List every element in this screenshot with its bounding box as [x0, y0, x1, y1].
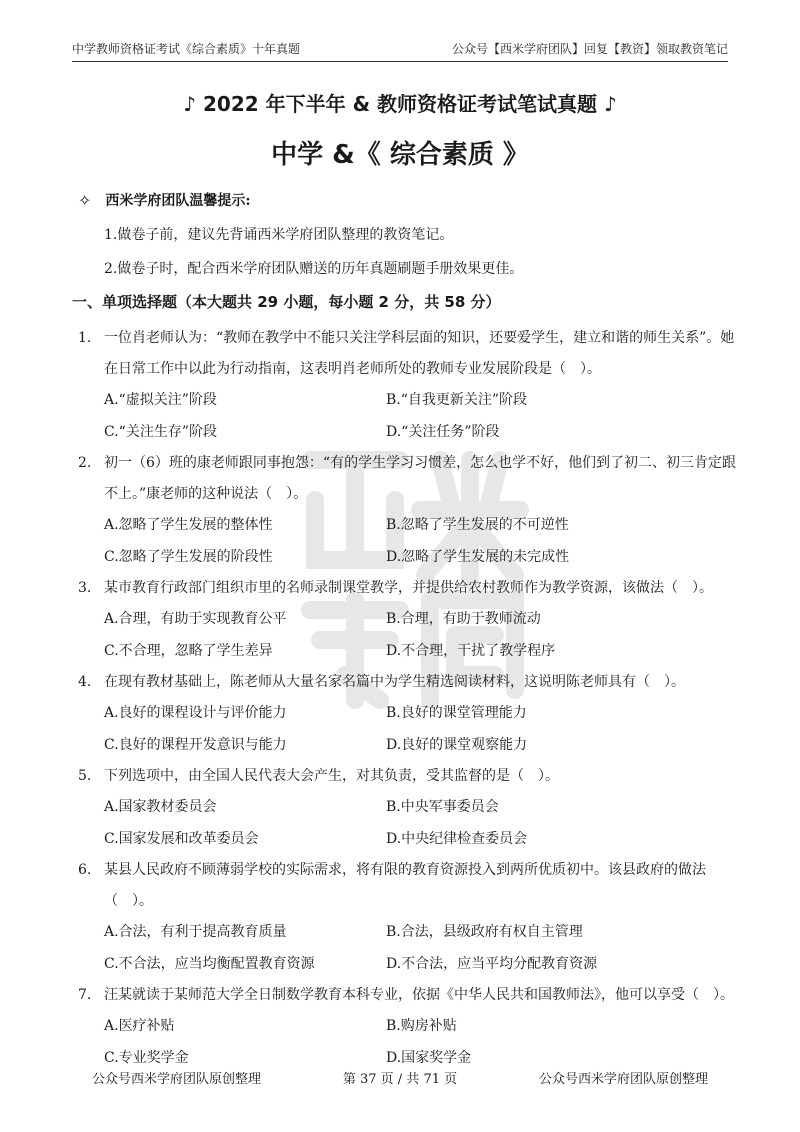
tips-heading — [78, 190, 738, 210]
question-item — [78, 761, 738, 855]
option-a: A.国家教材委员会 — [104, 799, 217, 815]
question-number: 2. — [78, 455, 92, 471]
question-stem: 汪某就读于某师范大学全日制数学教育本科专业，依据《中华人民共和国教师法》，他可以享受（ ）。 — [104, 987, 734, 1003]
option-b: B.良好的课堂管理能力 — [386, 705, 527, 721]
option-c: C.良好的课程开发意识与能力 — [104, 736, 287, 753]
tip-line: 1.做卷子前，建议先背诵西米学府团队整理的教资笔记。 — [104, 227, 454, 243]
option-c: C.“关注生存”阶段 — [104, 423, 217, 440]
tips-heading-text: 西米学府团队温馨提示: — [105, 193, 251, 209]
option-d: D.良好的课堂观察能力 — [386, 736, 528, 753]
option-c: C.忽略了学生发展的阶段性 — [104, 548, 273, 565]
question-number: 4. — [78, 674, 92, 690]
footer-right-text: 公众号西米学府团队原创整理 — [538, 1072, 708, 1087]
question-number: 3. — [78, 580, 92, 596]
sparkle-icon: ✧ — [78, 190, 92, 210]
header-left-text: 中学教师资格证考试《综合素质》十年真题 — [72, 42, 301, 56]
option-c: C.不合法，应当均衡配置教育资源 — [104, 955, 315, 972]
exam-title: ♪ 2022 年下半年 & 教师资格证考试笔试真题 ♪ — [183, 92, 617, 116]
question-stem: 某市教育行政部门组织市里的名师录制课堂教学，并提供给农村教师作为教学资源，该做法（ ）。 — [104, 580, 713, 596]
tips-box — [78, 190, 738, 278]
option-b: B.忽略了学生发展的不可逆性 — [386, 517, 569, 533]
option-d: D.国家奖学金 — [386, 1049, 472, 1066]
option-b: B.中央军事委员会 — [386, 799, 499, 815]
footer-left-text: 公众号西米学府团队原创整理 — [92, 1072, 262, 1087]
question-stem: 某县人民政府不顾薄弱学校的实际需求，将有限的教育资源投入到两所优质初中。该县政府的做法（ ）。 — [104, 862, 706, 909]
question-item — [78, 448, 738, 573]
question-stem: 一位肖老师认为：“教师在教学中不能只关注学科层面的知识，还要爱学生，建立和谐的师生关系”。她在日常工作中以此为行动指南，这表明肖老师所处的教师专业发展阶段是（ ）。 — [104, 330, 735, 377]
tip-line: 2.做卷子时，配合西米学府团队赠送的历年真题刷题手册效果更佳。 — [104, 261, 524, 277]
question-number: 1. — [78, 330, 92, 346]
option-a: A.“虚拟关注”阶段 — [104, 392, 217, 408]
option-d: D.“关注任务”阶段 — [386, 423, 500, 440]
option-c: C.专业奖学金 — [104, 1049, 189, 1066]
option-c: C.国家发展和改革委员会 — [104, 830, 259, 847]
question-item — [78, 855, 738, 980]
question-item — [78, 323, 738, 448]
question-stem: 下列选项中，由全国人民代表大会产生，对其负责，受其监督的是（ ）。 — [104, 768, 559, 784]
option-a: A.医疗补贴 — [104, 1018, 175, 1034]
option-d: D.忽略了学生发展的未完成性 — [386, 548, 570, 565]
option-d: D.不合理，干扰了教学程序 — [386, 642, 556, 659]
option-b: B.“自我更新关注”阶段 — [386, 392, 528, 408]
question-number: 5. — [78, 768, 92, 784]
question-list — [78, 323, 738, 1074]
question-item — [78, 980, 738, 1074]
option-d: D.不合法，应当平均分配教育资源 — [386, 955, 598, 972]
question-number: 7. — [78, 987, 92, 1003]
option-b: B.购房补贴 — [386, 1018, 457, 1034]
option-b: B.合法，县级政府有权自主管理 — [386, 924, 583, 940]
option-b: B.合理，有助于教师流动 — [386, 611, 541, 627]
page-header — [72, 40, 728, 62]
question-number: 6. — [78, 862, 92, 878]
option-a: A.合理，有助于实现教育公平 — [104, 611, 287, 627]
question-item — [78, 573, 738, 667]
exam-subtitle: 中学 &《 综合素质 》 — [271, 140, 529, 170]
option-a: A.良好的课程设计与评价能力 — [104, 705, 287, 721]
option-c: C.不合理，忽略了学生差异 — [104, 642, 273, 659]
option-d: D.中央纪律检查委员会 — [386, 830, 528, 847]
option-a: A.合法，有利于提高教育质量 — [104, 924, 287, 940]
page-footer — [92, 1068, 708, 1087]
section-heading: 一、单项选择题（本大题共 29 小题，每小题 2 分，共 58 分） — [72, 293, 501, 311]
header-right-text: 公众号【西米学府团队】回复【教资】领取教资笔记 — [451, 42, 728, 56]
question-stem: 在现有教材基础上，陈老师从大量名家名篇中为学生精选阅读材料，这说明陈老师具有（ ）。 — [104, 674, 685, 690]
option-a: A.忽略了学生发展的整体性 — [104, 517, 273, 533]
question-stem: 初一（6）班的康老师跟同事抱怨：“有的学生学习习惯差，怎么也学不好，他们到了初二、初三肯定跟不上。”康老师的这种说法（ ）。 — [104, 455, 737, 502]
question-item — [78, 667, 738, 761]
page-number: 第 37 页 / 共 71 页 — [342, 1072, 458, 1087]
